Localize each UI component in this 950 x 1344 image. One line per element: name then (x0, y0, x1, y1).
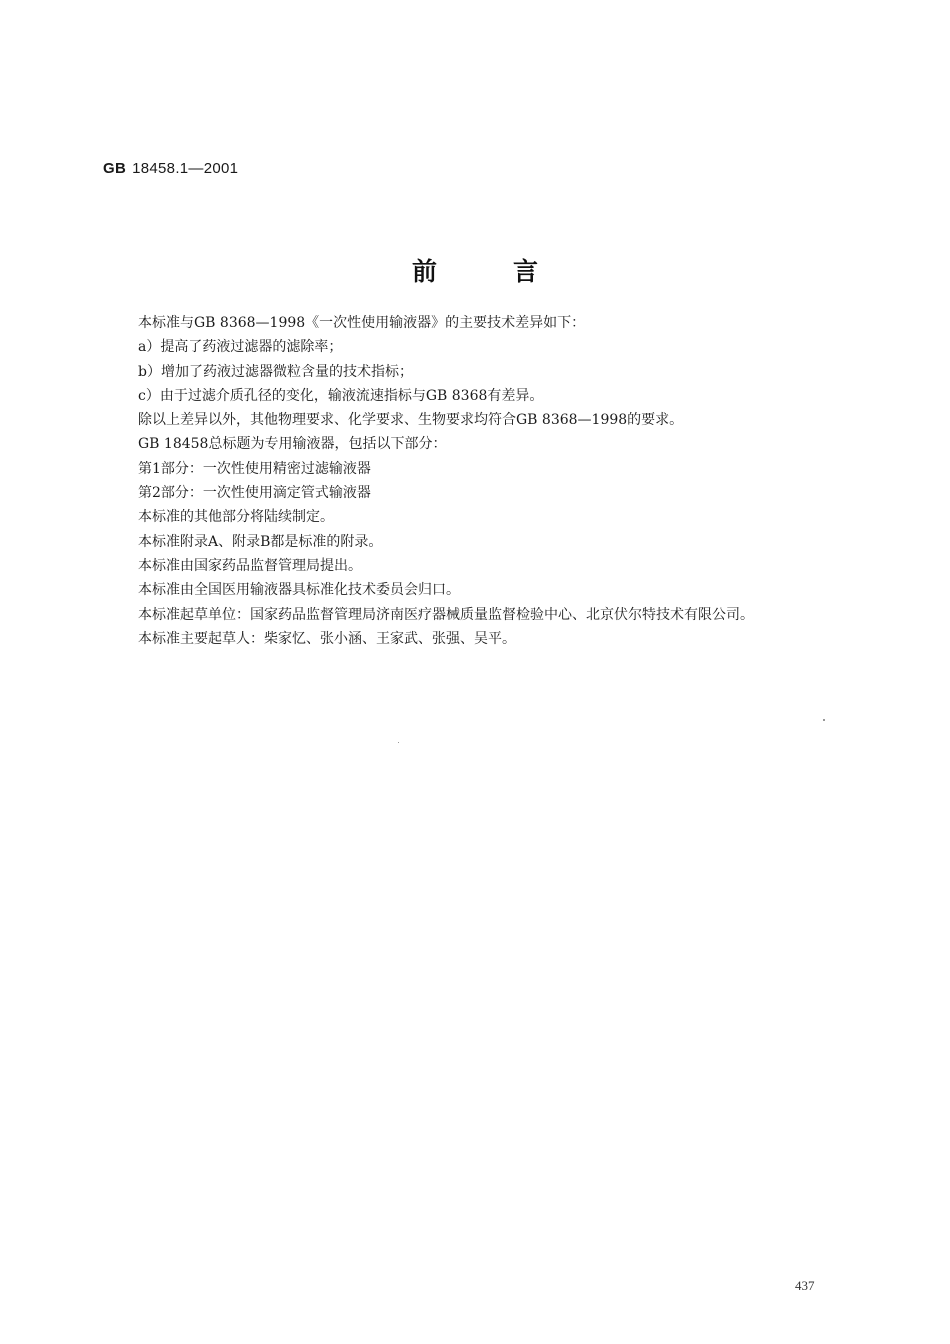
page-number: 437 (795, 1278, 815, 1293)
foreword-body (110, 311, 855, 651)
paragraph-10: 本标准附录A、附录B都是标准的附录。 (138, 533, 383, 550)
paragraph-9: 本标准的其他部分将陆续制定。 (138, 509, 334, 526)
paragraph-8: 第2部分：一次性使用滴定管式输液器 (138, 485, 371, 502)
page-title: 前言 (411, 257, 614, 286)
paragraph-4: c）由于过滤介质孔径的变化，输液流速指标与GB 8368有差异。 (138, 387, 544, 404)
standard-prefix: GB (103, 160, 127, 177)
standard-code (103, 160, 238, 177)
paragraph-13: 本标准起草单位：国家药品监督管理局济南医疗器械质量监督检验中心、北京伏尔特技术有限公司。 (138, 606, 754, 623)
paragraph-1: 本标准与GB 8368—1998《一次性使用输液器》的主要技术差异如下： (138, 315, 586, 331)
scan-speck (398, 742, 399, 743)
paragraph-12: 本标准由全国医用输液器具标准化技术委员会归口。 (138, 582, 460, 599)
paragraph-3: b）增加了药液过滤器微粒含量的技术指标； (138, 363, 413, 380)
paragraph-5: 除以上差异以外，其他物理要求、化学要求、生物要求均符合GB 8368—1998的要求。 (138, 412, 684, 429)
paragraph-14: 本标准主要起草人：柴家忆、张小涵、王家武、张强、吴平。 (138, 630, 516, 647)
paragraph-6: GB 18458总标题为专用输液器，包括以下部分： (138, 436, 447, 453)
paragraph-2: a）提高了药液过滤器的滤除率； (138, 339, 343, 356)
paragraph-7: 第1部分：一次性使用精密过滤输液器 (138, 460, 371, 477)
paragraph-11: 本标准由国家药品监督管理局提出。 (138, 557, 362, 574)
scan-speck (823, 719, 825, 721)
standard-number: 18458.1—2001 (132, 160, 239, 177)
